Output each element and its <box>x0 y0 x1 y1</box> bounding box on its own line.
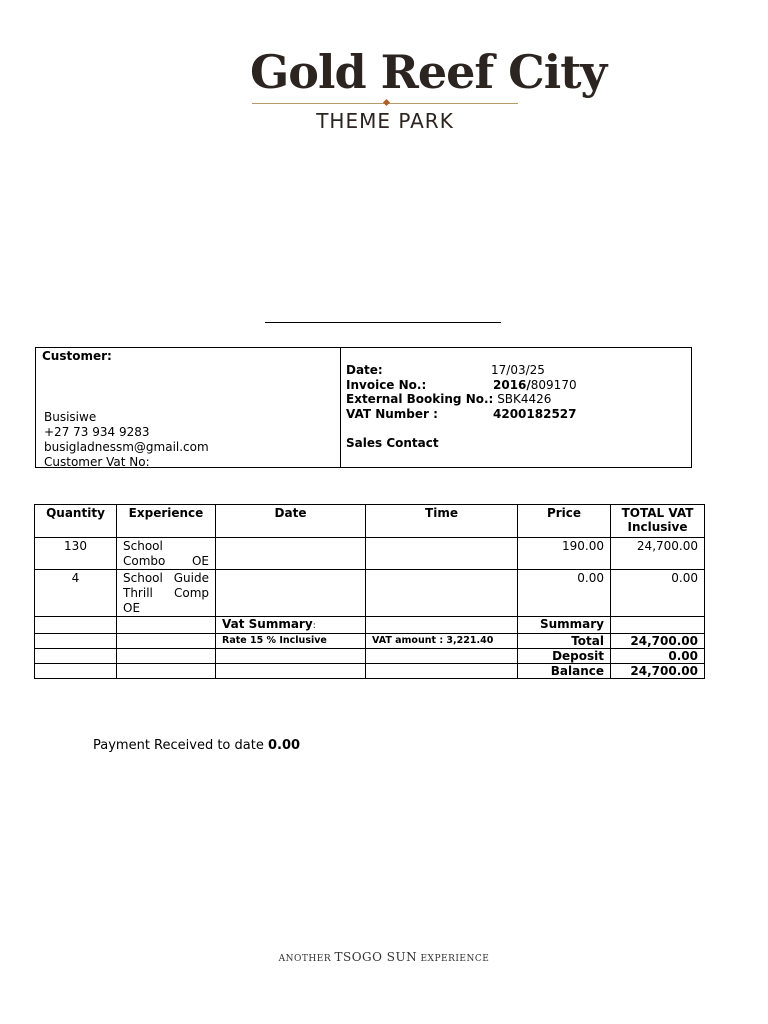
customer-email: busigladnessm@gmail.com <box>44 440 209 454</box>
vat-number-row <box>346 406 577 422</box>
row-price: 0.00 <box>518 570 611 617</box>
total-row <box>35 634 705 649</box>
vat-amount-label: VAT amount : 3,221.40 <box>366 634 518 649</box>
row-total: 0.00 <box>611 570 705 617</box>
invoice-no-row <box>346 377 577 393</box>
row-time <box>366 538 518 570</box>
row-date <box>216 570 366 617</box>
balance-label: Balance <box>518 664 611 679</box>
table-header-row <box>35 505 705 538</box>
table-row <box>35 570 705 617</box>
logo-wordmark: Gold Reef City <box>250 45 607 99</box>
row-experience: School Combo OE <box>117 538 216 570</box>
balance-row <box>35 664 705 679</box>
vat-number-label: VAT Number : <box>346 406 438 421</box>
invoice-details <box>346 363 577 451</box>
payment-received <box>93 738 300 753</box>
invoice-info-box <box>35 347 692 468</box>
row-quantity: 130 <box>35 538 117 570</box>
date-value: 17/03/25 <box>491 363 545 377</box>
gold-reef-city-logo <box>250 44 607 134</box>
header-time: Time <box>366 505 518 538</box>
vat-summary-cell <box>216 617 366 634</box>
sales-contact-row <box>346 436 551 451</box>
date-row <box>346 363 551 378</box>
invoice-no-prefix: 2016/ <box>493 377 531 392</box>
header-price: Price <box>518 505 611 538</box>
total-value: 24,700.00 <box>611 634 705 649</box>
payment-amount: 0.00 <box>267 738 301 753</box>
deposit-row <box>35 649 705 664</box>
date-label: Date: <box>346 363 383 377</box>
customer-label: Customer: <box>42 349 112 363</box>
row-time <box>366 570 518 617</box>
external-booking-value: SBK4426 <box>497 392 552 406</box>
table-row <box>35 538 705 570</box>
deposit-label: Deposit <box>518 649 611 664</box>
external-booking-row <box>346 392 551 407</box>
row-price: 190.00 <box>518 538 611 570</box>
external-booking-label: External Booking No.: <box>346 392 494 406</box>
header-total: TOTAL VAT Inclusive <box>611 505 705 538</box>
row-total: 24,700.00 <box>611 538 705 570</box>
total-label: Total <box>518 634 611 649</box>
vat-summary-row <box>35 617 705 634</box>
customer-details <box>44 410 209 470</box>
invoice-no-label: Invoice No.: <box>346 377 427 392</box>
invoice-no-suffix: 809170 <box>530 377 577 392</box>
customer-section <box>36 348 341 467</box>
diamond-icon <box>383 99 390 106</box>
logo-divider <box>252 100 518 106</box>
invoice-no-value <box>493 378 577 393</box>
row-experience: School Guide Thrill Comp OE <box>117 570 216 617</box>
customer-vat-label: Customer Vat No: <box>44 455 150 469</box>
header-quantity: Quantity <box>35 505 117 538</box>
row-quantity: 4 <box>35 570 117 617</box>
footer-tagline <box>0 950 768 964</box>
footer-post: EXPERIENCE <box>417 954 490 964</box>
header-date: Date <box>216 505 366 538</box>
sales-contact-label: Sales Contact <box>346 436 439 450</box>
footer-brand: TSOGO SUN <box>334 950 418 964</box>
vat-number-value: 4200182527 <box>493 406 577 421</box>
vat-summary-colon: : <box>312 621 316 631</box>
summary-label: Summary <box>518 617 611 634</box>
vat-rate-label: Rate 15 % Inclusive <box>216 634 366 649</box>
deposit-value: 0.00 <box>611 649 705 664</box>
header-experience: Experience <box>117 505 216 538</box>
payment-label: Payment Received to date <box>93 738 268 753</box>
title-underline <box>265 322 501 323</box>
logo-subtitle: THEME PARK <box>316 109 454 133</box>
footer-pre: ANOTHER <box>278 954 335 964</box>
line-items-table <box>34 504 705 679</box>
row-date <box>216 538 366 570</box>
customer-phone: +27 73 934 9283 <box>44 425 150 439</box>
customer-name: Busisiwe <box>44 410 97 424</box>
vat-summary-label: Vat Summary <box>222 617 313 631</box>
balance-value: 24,700.00 <box>611 664 705 679</box>
